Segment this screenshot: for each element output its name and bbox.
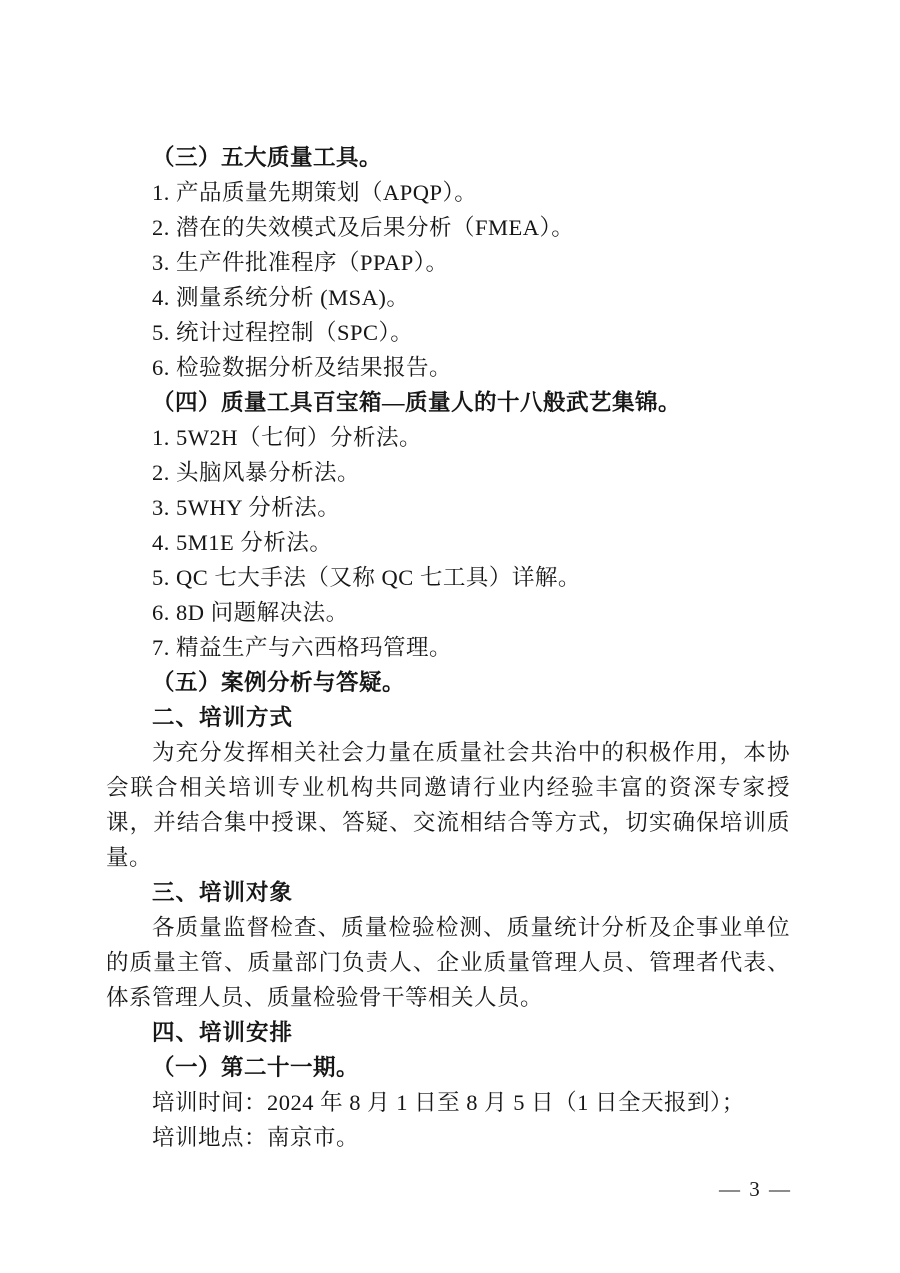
part-2-heading: 二、培训方式 bbox=[152, 705, 294, 730]
list-item: 4. 5M1E 分析法。 bbox=[152, 530, 333, 555]
list-item: 5. QC 七大手法（又称 QC 七工具）详解。 bbox=[152, 565, 581, 590]
training-time-line: 培训时间：2024 年 8 月 1 日至 8 月 5 日（1 日全天报到）； bbox=[152, 1090, 745, 1115]
list-item: 6. 检验数据分析及结果报告。 bbox=[152, 355, 453, 380]
list-item: 7. 精益生产与六西格玛管理。 bbox=[152, 635, 453, 660]
training-location-line: 培训地点：南京市。 bbox=[152, 1125, 360, 1150]
list-item: 3. 生产件批准程序（PPAP）。 bbox=[152, 250, 449, 275]
list-item: 3. 5WHY 分析法。 bbox=[152, 495, 341, 520]
part-3-paragraph: 各质量监督检查、质量检验检测、质量统计分析及企事业单位的质量主管、质量部门负责人、企业质量管理人员、管理者代表、体系管理人员、质量检验骨干等相关人员。 bbox=[106, 915, 790, 1010]
part-2-paragraph: 为充分发挥相关社会力量在质量社会共治中的积极作用，本协会联合相关培训专业机构共同邀请行业内经验丰富的资深专家授课，并结合集中授课、答疑、交流相结合等方式，切实确保培训质量。 bbox=[106, 740, 790, 870]
part-4-heading: 四、培训安排 bbox=[152, 1020, 294, 1045]
section-5-heading: （五）案例分析与答疑。 bbox=[152, 670, 406, 695]
section-3-heading: （三）五大质量工具。 bbox=[152, 145, 383, 170]
list-item: 2. 头脑风暴分析法。 bbox=[152, 460, 361, 485]
section-4-heading: （四）质量工具百宝箱—质量人的十八般武艺集锦。 bbox=[152, 390, 682, 415]
phase-1-heading: （一）第二十一期。 bbox=[152, 1055, 360, 1080]
page-number: — 3 — bbox=[719, 1177, 792, 1201]
list-item: 2. 潜在的失效模式及后果分析（FMEA）。 bbox=[152, 215, 575, 240]
list-item: 4. 测量系统分析 (MSA)。 bbox=[152, 285, 410, 310]
document-content bbox=[106, 140, 790, 1155]
list-item: 1. 产品质量先期策划（APQP）。 bbox=[152, 180, 478, 205]
list-item: 5. 统计过程控制（SPC）。 bbox=[152, 320, 414, 345]
list-item: 1. 5W2H（七何）分析法。 bbox=[152, 425, 422, 450]
part-3-heading: 三、培训对象 bbox=[152, 880, 294, 905]
list-item: 6. 8D 问题解决法。 bbox=[152, 600, 349, 625]
